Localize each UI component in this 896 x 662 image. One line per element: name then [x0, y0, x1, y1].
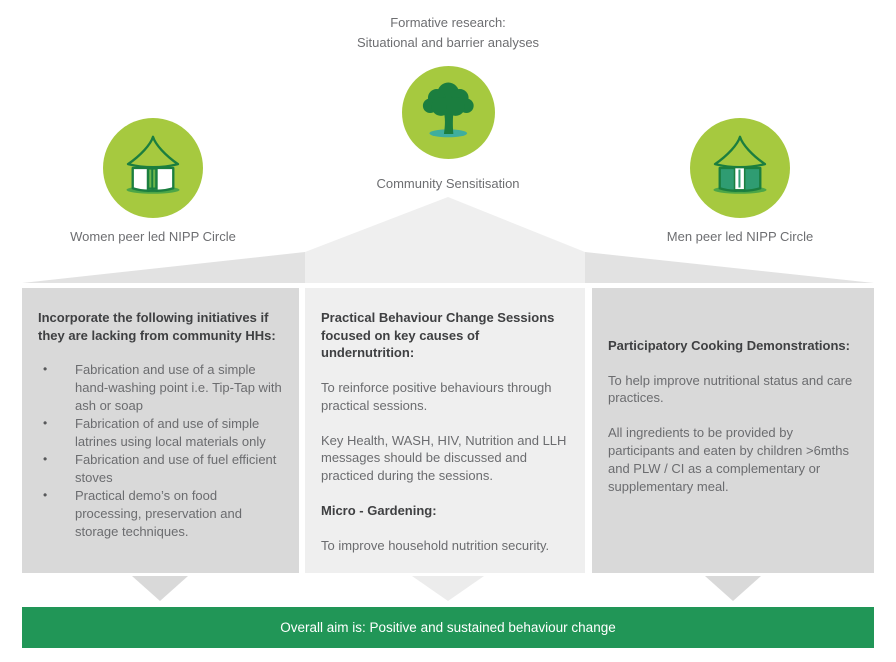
header-line2: Situational and barrier analyses — [356, 34, 540, 50]
right-column-paragraph: To help improve nutritional status and care practices. — [608, 372, 853, 406]
list-item — [38, 487, 285, 541]
bullet-icon: • — [43, 451, 48, 466]
right-column-paragraph: All ingredients to be provided by participants and eaten by children >6mths and PLW / CI as a complementary or supplementary meal. — [608, 425, 850, 495]
men-circle-label: Men peer led NIPP Circle — [666, 229, 814, 244]
chevron-down-left-icon — [132, 576, 188, 601]
bullet-icon: • — [43, 362, 48, 377]
bullet-text: Fabrication and use of a simple hand-washing point i.e. Tip-Tap with ash or soap — [75, 362, 282, 413]
initiatives-bullet-list — [38, 361, 285, 540]
bullet-text: Fabrication of and use of simple latrines using local materials only — [75, 415, 266, 449]
funnel-arrow-center — [305, 197, 585, 283]
list-item — [38, 361, 285, 415]
middle-column-paragraph: To improve household nutrition security. — [321, 537, 550, 553]
micro-gardening-heading: Micro - Gardening: — [321, 503, 437, 519]
header-line1: Formative research: — [390, 15, 506, 30]
left-column-heading: Incorporate the following initiatives if they are lacking from community HHs: — [38, 310, 276, 343]
overall-aim-text: Overall aim is: Positive and sustained behaviour change — [280, 620, 616, 635]
funnel-arrow-left-wing — [22, 252, 305, 283]
middle-column-paragraph: To reinforce positive behaviours through practical sessions. — [321, 379, 552, 413]
column-behaviour-change-sessions — [305, 288, 585, 573]
overall-aim-banner — [22, 607, 874, 648]
chevron-down-middle-icon — [412, 576, 484, 601]
column-community-initiatives — [22, 288, 299, 573]
hut-filled-icon — [701, 129, 779, 207]
women-circle-label: Women peer led NIPP Circle — [70, 229, 236, 244]
right-column-heading: Participatory Cooking Demonstrations: — [608, 338, 850, 353]
node-circle-community — [402, 66, 495, 159]
column-cooking-demonstrations — [592, 288, 874, 573]
list-item — [38, 415, 285, 451]
node-circle-men — [690, 118, 790, 218]
header-title — [0, 13, 896, 52]
chevron-down-right-icon — [705, 576, 761, 601]
middle-column-heading: Practical Behaviour Change Sessions focused on key causes of undernutrition: — [321, 310, 555, 361]
bullet-icon: • — [43, 487, 48, 502]
bullet-text: Practical demo’s on food processing, preservation and storage techniques. — [75, 487, 242, 539]
hut-outline-icon — [114, 129, 192, 207]
node-circle-women — [103, 118, 203, 218]
funnel-arrow-right-wing — [585, 252, 874, 283]
bullet-text: Fabrication and use of fuel efficient stoves — [75, 451, 277, 485]
list-item — [38, 451, 285, 487]
middle-column-paragraph: Key Health, WASH, HIV, Nutrition and LLH messages should be discussed and practiced during the sessions. — [321, 432, 567, 484]
tree-icon — [412, 76, 485, 149]
bullet-icon: • — [43, 415, 48, 430]
community-sensitisation-label: Community Sensitisation — [376, 176, 520, 191]
